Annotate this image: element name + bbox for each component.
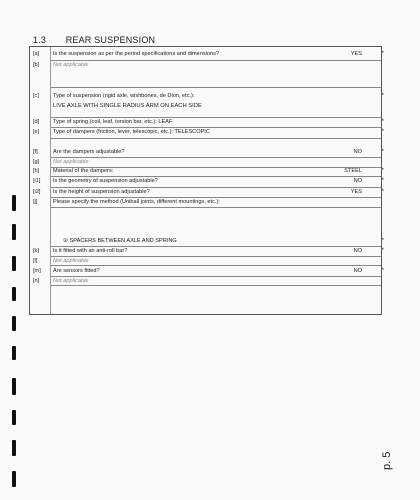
answer-value: NO xyxy=(353,248,362,254)
mandatory-marker: * xyxy=(381,178,384,184)
binding-mark xyxy=(12,195,16,211)
row-divider xyxy=(51,187,381,188)
mandatory-marker: * xyxy=(381,189,384,195)
section-number: 1.3 xyxy=(33,35,47,45)
binding-mark xyxy=(12,346,16,360)
row-divider xyxy=(51,276,381,277)
mandatory-marker: * xyxy=(381,149,384,155)
mandatory-marker: * xyxy=(381,51,384,57)
binding-mark xyxy=(12,440,16,456)
row-divider xyxy=(51,246,381,247)
mandatory-marker: * xyxy=(381,168,384,174)
binding-mark xyxy=(12,224,16,240)
mandatory-marker: * xyxy=(381,268,384,274)
page-number: p. 5 xyxy=(381,451,393,470)
section-title: REAR SUSPENSION xyxy=(65,35,156,45)
answer-value: NO xyxy=(353,178,362,184)
answer-value: YES xyxy=(350,51,362,57)
suspension-form-table: [a] Is the suspension as per the period specifications and dimensions? YES * [b] Not applicable [c] Type of suspension (rigid axle, wishbones, de Dion, etc.): * LIVE AXLE WITH SINGLE RADIUS ARM ON EACH SIDE [d] Type of spring (coil, leaf, torsion bar, etc.): LEAF * [e] Type of dampers (friction, lever, telescopic, etc.): TELESCOPIC * [f] Are the dampers adjustable? NO * [g] Not applicable [h] Material of the dampers: STEEL * [i1] Is the geometry of suspension adjustable? NO * [i2] Is the height of suspension adjustable? YES * [j] Please specify the method (Uniball joints, different mountings, etc.): ② SPACERS BETWEEN AXLE AND SPRING * [k] Is it fitted with an anti-roll bar? NO * [l] Not applicable [m] Are sensors fitted? NO * [n] Not applicable xyxy=(29,46,382,315)
answer-value: STEEL xyxy=(344,168,362,174)
row-divider xyxy=(51,127,381,128)
answer-value: NO xyxy=(353,268,362,274)
binding-mark xyxy=(12,471,16,487)
mandatory-marker: * xyxy=(381,129,384,135)
mandatory-marker: * xyxy=(381,238,384,244)
binding-mark xyxy=(12,378,16,395)
row-divider xyxy=(51,60,381,61)
row-divider xyxy=(51,176,381,177)
row-divider xyxy=(51,207,381,208)
row-divider xyxy=(51,157,381,158)
answer-value: YES xyxy=(350,189,362,195)
binding-mark xyxy=(12,316,16,331)
row-divider xyxy=(51,87,381,88)
row-divider xyxy=(51,197,381,198)
section-heading xyxy=(33,35,155,45)
row-divider xyxy=(51,138,381,139)
row-divider xyxy=(51,265,381,266)
mandatory-marker: * xyxy=(381,93,384,99)
mandatory-marker: * xyxy=(381,248,384,254)
row-divider xyxy=(51,285,381,286)
mandatory-marker: * xyxy=(381,119,384,125)
binding-mark xyxy=(12,287,16,301)
row-divider xyxy=(51,256,381,257)
binding-mark xyxy=(12,410,16,425)
row-divider xyxy=(51,117,381,118)
binding-mark xyxy=(12,256,16,271)
answer-value: NO xyxy=(353,149,362,155)
